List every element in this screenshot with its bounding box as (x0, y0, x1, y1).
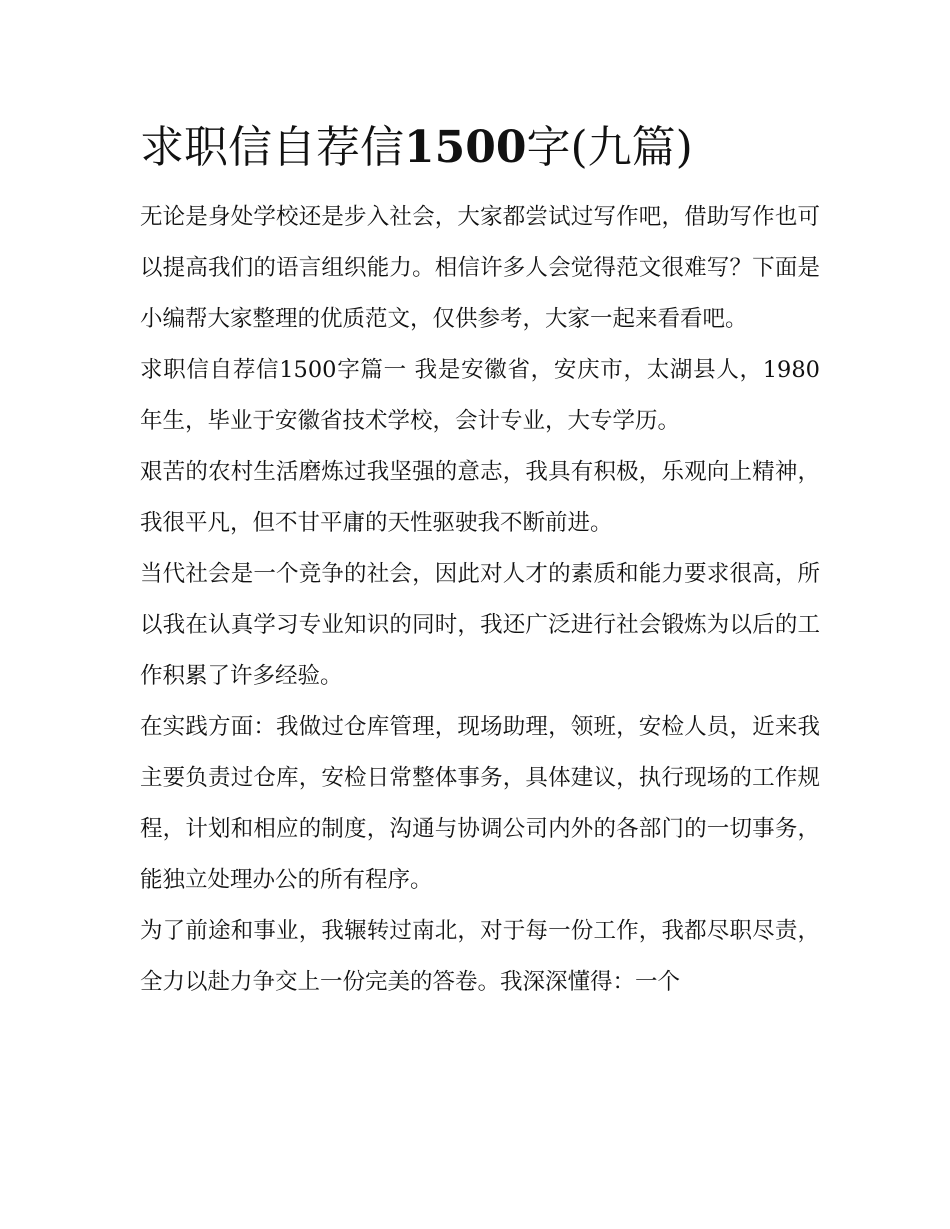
title-suffix: 字(九篇) (526, 122, 693, 173)
letter-opening-paragraph: 求职信自荐信1500字篇一 我是安徽省，安庆市，太湖县人，1980年生，毕业于安徽省技术学校，会计专业，大专学历。 (140, 357, 820, 434)
document-title (140, 112, 820, 184)
title-number: 1500 (404, 122, 527, 173)
character-paragraph: 艰苦的农村生活磨炼过我坚强的意志，我具有积极，乐观向上精神，我很平凡，但不甘平庸的天性驱驶我不断前进。 (140, 459, 820, 536)
career-paragraph: 为了前途和事业，我辗转过南北，对于每一份工作，我都尽职尽责，全力以赴力争交上一份完美的答卷。我深深懂得：一个 (140, 918, 820, 995)
competition-paragraph: 当代社会是一个竞争的社会，因此对人才的素质和能力要求很高，所以我在认真学习专业知识的同时，我还广泛进行社会锻炼为以后的工作积累了许多经验。 (140, 561, 820, 689)
document-page (140, 112, 820, 1008)
intro-paragraph: 无论是身处学校还是步入社会，大家都尝试过写作吧，借助写作也可以提高我们的语言组织能力。相信许多人会觉得范文很难写？下面是小编帮大家整理的优质范文，仅供参考，大家一起来看看吧。 (140, 204, 820, 332)
title-prefix: 求职信自荐信 (140, 122, 404, 173)
experience-paragraph: 在实践方面：我做过仓库管理，现场助理，领班，安检人员，近来我主要负责过仓库，安检日常整体事务，具体建议，执行现场的工作规程，计划和相应的制度，沟通与协调公司内外的各部门的一切事务，能独立处理办公的所有程序。 (140, 714, 820, 893)
